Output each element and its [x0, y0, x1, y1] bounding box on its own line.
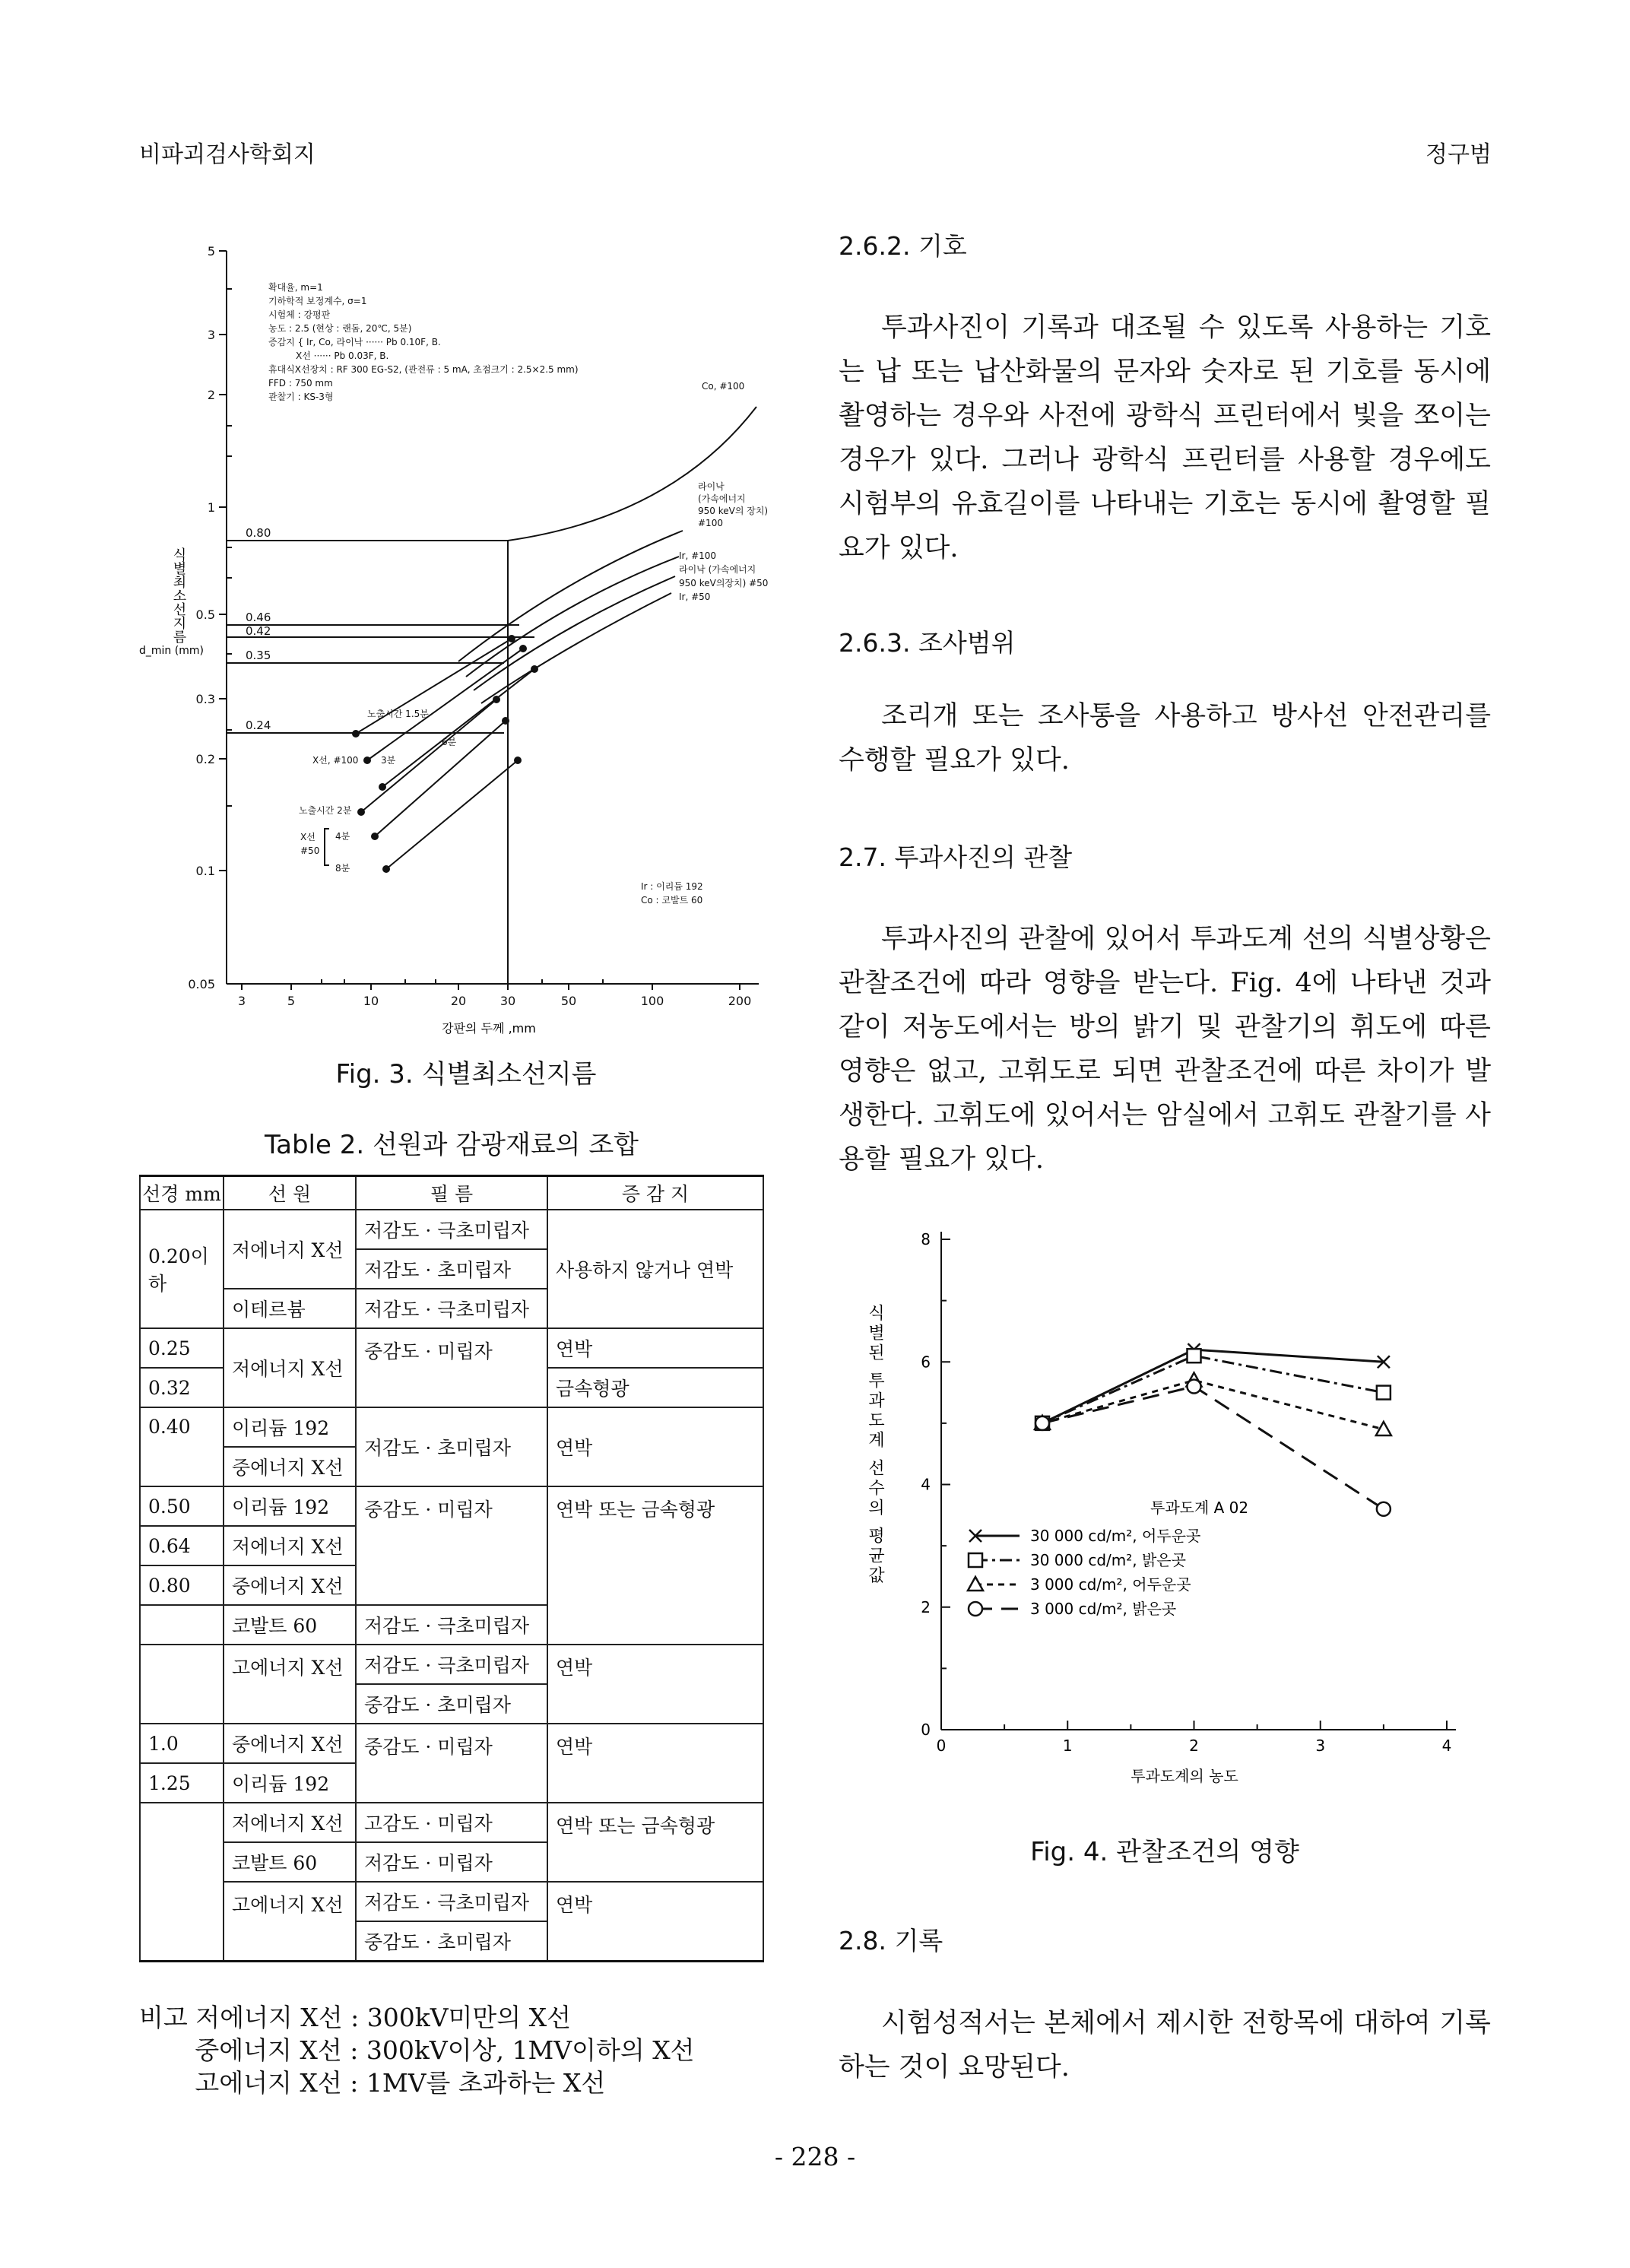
fig3-curve-label: 4분	[335, 831, 350, 842]
note-line: 중에너지 X선 : 300kV이상, 1MV이하의 X선	[139, 2035, 695, 2065]
fig4-marker-square	[1377, 1386, 1391, 1400]
fig4-series	[1035, 1349, 1391, 1430]
table2	[139, 1175, 764, 1962]
fig4-marker-square	[1188, 1349, 1201, 1362]
fig4-ylabel: 식별된 투과도계 선수의 평균값	[865, 1304, 885, 1586]
fig3-xtick: 100	[640, 994, 664, 1008]
fig4-xtick-label: 0	[936, 1737, 947, 1755]
fig4-legend-label: 30 000 cd/m², 어두운곳	[1030, 1527, 1201, 1545]
fig4-marker-square	[969, 1553, 982, 1567]
fig3-curve-label: 노출시간 2분	[299, 805, 352, 816]
fig3-condition: 시험체 : 강평판	[268, 309, 331, 320]
fig3-xtick: 200	[728, 994, 752, 1008]
section-body: 시험성적서는 본체에서 제시한 전항목에 대하여 기록하는 것이 요망된다.	[839, 2008, 1491, 2082]
table-cell: 저에너지 X선	[224, 1210, 356, 1289]
table-cell: 0.50	[140, 1486, 224, 1526]
fig4-xtick-label: 3	[1315, 1737, 1326, 1755]
fig3-condition: 관찰기 : KS-3형	[268, 392, 334, 402]
fig3-curve-label: 라이낙	[698, 481, 725, 492]
note-line: 비고 저에너지 X선 : 300kV미만의 X선	[139, 2003, 572, 2032]
fig3-curve-label: 950 keV의 장치)	[698, 506, 769, 516]
fig4-xlabel: 투과도계의 농도	[1131, 1767, 1238, 1785]
table-cell: 0.20이하	[140, 1210, 224, 1328]
fig3-ytick: 5	[207, 244, 215, 259]
table-cell: 저감도 · 극초미립자	[356, 1645, 547, 1684]
table-cell: 연박	[547, 1407, 763, 1486]
fig3-ref-label: 0.46	[246, 611, 271, 624]
table-cell: 0.40	[140, 1407, 224, 1486]
fig4-series-line	[1042, 1380, 1384, 1429]
fig3-ylabel: 식별최소선지름	[170, 547, 187, 643]
table-header: 증 감 지	[547, 1176, 763, 1210]
fig3-ytick: 0.05	[188, 977, 215, 991]
fig4-series-line	[1042, 1356, 1384, 1423]
table-cell: 사용하지 않거나 연박	[547, 1210, 763, 1328]
fig3-condition: 농도 : 2.5 (현상 : 랜돔, 20℃, 5분)	[268, 323, 412, 334]
fig3-ref-label: 0.42	[246, 624, 271, 638]
table-cell	[140, 1803, 224, 1962]
fig3-condition: 증감지 { Ir, Co, 라이낙 ······ Pb 0.10F, B.	[268, 337, 441, 347]
fig3-xtick: 50	[560, 994, 577, 1008]
fig3-curve-label: #100	[698, 518, 723, 528]
fig3-condition: FFD : 750 mm	[268, 378, 333, 389]
table-cell: 연박	[547, 1328, 763, 1368]
fig4-axes	[921, 1230, 1456, 1755]
fig4-legend-label: 3 000 cd/m², 밝은곳	[1030, 1600, 1177, 1618]
table-cell: 코발트 60	[224, 1605, 356, 1645]
fig4-marker-circle	[1035, 1416, 1049, 1430]
fig4-series-group	[1035, 1343, 1391, 1516]
table-cell: 저감도 · 극초미립자	[356, 1882, 547, 1921]
fig3-ytick: 0.1	[195, 864, 215, 878]
table-cell: 저감도 · 미립자	[356, 1842, 547, 1882]
table-cell: 이리듐 192	[224, 1763, 356, 1803]
fig3-ytick: 0.2	[195, 752, 215, 766]
table-cell: 0.25	[140, 1328, 224, 1368]
fig4-series-line	[1042, 1350, 1384, 1423]
table-cell: 저감도 · 초미립자	[356, 1249, 547, 1289]
table-cell: 이리듐 192	[224, 1486, 356, 1526]
table-header: 선경 mm	[140, 1176, 224, 1210]
fig4-marker-circle	[1188, 1380, 1201, 1394]
fig3-ytick: 3	[207, 328, 215, 342]
fig3-ytick: 0.5	[195, 607, 215, 622]
table-cell: 중에너지 X선	[224, 1565, 356, 1605]
fig3-curve-label: X선	[300, 832, 316, 842]
fig4-ytick-label: 8	[921, 1230, 931, 1248]
fig4-xtick-label: 1	[1062, 1737, 1073, 1755]
table-cell	[140, 1605, 224, 1645]
journal-title: 비파괴검사학회지	[139, 141, 316, 168]
table-cell: 0.32	[140, 1368, 224, 1407]
fig3-curve-label: 6분	[442, 737, 457, 747]
fig4-legend-label: 3 000 cd/m², 어두운곳	[1030, 1575, 1191, 1594]
fig3-condition: 휴대식X선장치 : RF 300 EG-S2, (관전류 : 5 mA, 초점크기 : 2.5×2.5 mm)	[268, 364, 579, 375]
author-name: 정구범	[1425, 141, 1492, 168]
table-cell: 저감도 · 극초미립자	[356, 1210, 547, 1249]
fig4-series	[1036, 1343, 1390, 1429]
table-cell: 중에너지 X선	[224, 1724, 356, 1763]
table-cell: 금속형광	[547, 1368, 763, 1407]
fig4-legend-label: 30 000 cd/m², 밝은곳	[1030, 1551, 1186, 1569]
fig4-caption: Fig. 4. 관찰조건의 영향	[1030, 1837, 1299, 1867]
fig3-curve-label: #50	[300, 845, 320, 856]
table-cell: 저감도 · 극초미립자	[356, 1605, 547, 1645]
fig3-curve-label: (가속에너지	[698, 493, 746, 504]
fig3-chart	[139, 228, 793, 1049]
table-cell: 1.25	[140, 1763, 224, 1803]
table-cell: 0.80	[140, 1565, 224, 1605]
fig4-ytick-label: 6	[921, 1353, 931, 1372]
fig4-xtick-label: 2	[1189, 1737, 1199, 1755]
table-cell: 저에너지 X선	[224, 1328, 356, 1407]
fig4-marker-circle	[969, 1602, 982, 1616]
page-number: - 228 -	[774, 2142, 856, 2171]
table-cell: 연박 또는 금속형광	[547, 1486, 763, 1645]
fig4-ytick-label: 2	[921, 1597, 931, 1616]
table-cell: 연박	[547, 1724, 763, 1803]
section-body: 투과사진의 관찰에 있어서 투과도계 선의 식별상황은 관찰조건에 따라 영향을 받는다. Fig. 4에 나타낸 것과 같이 저농도에서는 방의 밝기 및 관찰기의 휘도에 따른 영향은 없고, 고휘도로 되면 관찰조건에 따른 차이가 발생한다. 고휘도에 있어서는 암실에서 고휘도 관찰기를 사용할 필요가 있다.	[839, 924, 1491, 1175]
fig3-legend-note: Co : 코발트 60	[641, 895, 703, 906]
fig4-legend	[968, 1527, 1200, 1618]
fig3-ytick: 2	[207, 388, 215, 402]
table-cell: 저감도 · 초미립자	[356, 1407, 547, 1486]
fig3-ytick: 1	[207, 500, 215, 515]
fig3-curve-label: 3분	[381, 755, 396, 766]
table-cell: 고에너지 X선	[224, 1645, 356, 1724]
section-body: 조리개 또는 조사통을 사용하고 방사선 안전관리를 수행할 필요가 있다.	[839, 701, 1491, 776]
fig3-caption: Fig. 3. 식별최소선지름	[335, 1059, 597, 1090]
fig4-ytick-label: 4	[921, 1475, 931, 1494]
table-cell: 중감도 · 초미립자	[356, 1921, 547, 1962]
fig3-ref-label: 0.80	[246, 526, 271, 540]
section-title: 2.6.3. 조사범위	[839, 628, 1016, 658]
section-title: 2.6.2. 기호	[839, 231, 967, 261]
table-cell: 이리듐 192	[224, 1407, 356, 1447]
fig3-condition: 확대율, m=1	[268, 282, 323, 293]
section-title: 2.7. 투과사진의 관찰	[839, 842, 1073, 872]
fig3-curve-label: 노출시간 1.5분	[367, 709, 429, 719]
fig3-xtick: 20	[450, 994, 467, 1008]
table-cell: 이테르븀	[224, 1289, 356, 1328]
table-cell: 저에너지 X선	[224, 1526, 356, 1565]
fig3-xlabel: 강판의 두께 ,mm	[442, 1021, 536, 1036]
table-cell: 중에너지 X선	[224, 1447, 356, 1486]
fig4-ytick-label: 0	[921, 1721, 931, 1739]
table-cell: 코발트 60	[224, 1842, 356, 1882]
table-cell: 고감도 · 미립자	[356, 1803, 547, 1842]
fig3-xtick: 30	[499, 994, 516, 1008]
fig4-legend-title: 투과도계 A 02	[1150, 1499, 1249, 1517]
fig3-condition: 기하학적 보정계수, σ=1	[268, 296, 367, 306]
table-cell: 연박 또는 금속형광	[547, 1803, 763, 1882]
fig3-ysymbol: d_min (mm)	[139, 645, 204, 657]
fig3-curve-label: Co, #100	[702, 381, 745, 392]
fig3-condition: X선 ······ Pb 0.03F, B.	[296, 351, 389, 361]
fig3-xtick: 10	[363, 994, 379, 1008]
table-cell	[140, 1645, 224, 1724]
table-cell: 연박	[547, 1882, 763, 1962]
table2-notes	[139, 2001, 695, 2099]
section-title: 2.8. 기록	[839, 1926, 943, 1956]
fig3-xtick: 3	[237, 994, 246, 1008]
fig3-legend-note: Ir : 이리듐 192	[641, 881, 703, 892]
table-header: 필 름	[356, 1176, 547, 1210]
note-line: 고에너지 X선 : 1MV를 초과하는 X선	[139, 2068, 606, 2098]
table-cell: 중감도 · 초미립자	[356, 1684, 547, 1724]
fig3-curve-label: 라이낙 (가속에너지	[679, 564, 756, 575]
table-cell: 0.64	[140, 1526, 224, 1565]
table-cell: 중감도 · 미립자	[356, 1486, 547, 1605]
fig4-xtick-label: 4	[1441, 1737, 1452, 1755]
table-cell: 연박	[547, 1645, 763, 1724]
fig3-curve-label: 950 keV의장치) #50	[679, 578, 769, 588]
table-cell: 중감도 · 미립자	[356, 1328, 547, 1407]
fig3-ref-label: 0.35	[246, 649, 271, 662]
table-cell: 저감도 · 극초미립자	[356, 1289, 547, 1328]
fig4-series-line	[1042, 1387, 1384, 1509]
fig3-curve-label: 8분	[335, 863, 350, 874]
fig3-ref-label: 0.24	[246, 718, 271, 732]
table-header: 선 원	[224, 1176, 356, 1210]
table2-title: Table 2. 선원과 감광재료의 조합	[264, 1130, 639, 1160]
fig4-chart	[839, 1216, 1491, 1810]
table-cell: 저에너지 X선	[224, 1803, 356, 1842]
fig3-xtick: 5	[287, 994, 296, 1008]
fig3-curve-label: X선, #100	[312, 755, 359, 766]
fig4-marker-circle	[1377, 1502, 1391, 1516]
fig3-curve-label: Ir, #100	[679, 550, 717, 561]
table-cell: 중감도 · 미립자	[356, 1724, 547, 1803]
table-cell: 1.0	[140, 1724, 224, 1763]
fig3-curve-label: Ir, #50	[679, 592, 711, 602]
section-body: 투과사진이 기록과 대조될 수 있도록 사용하는 기호는 납 또는 납산화물의 문자와 숫자로 된 기호를 동시에 촬영하는 경우와 사전에 광학식 프린터에서 빛을 쪼이는 경우가 있다. 그러나 광학식 프린터를 사용할 경우에도 시험부의 유효길이를 나타내는 기호는 동시에 촬영할 필요가 있다.	[839, 312, 1491, 563]
table-cell: 고에너지 X선	[224, 1882, 356, 1962]
fig3-ytick: 0.3	[195, 692, 215, 706]
